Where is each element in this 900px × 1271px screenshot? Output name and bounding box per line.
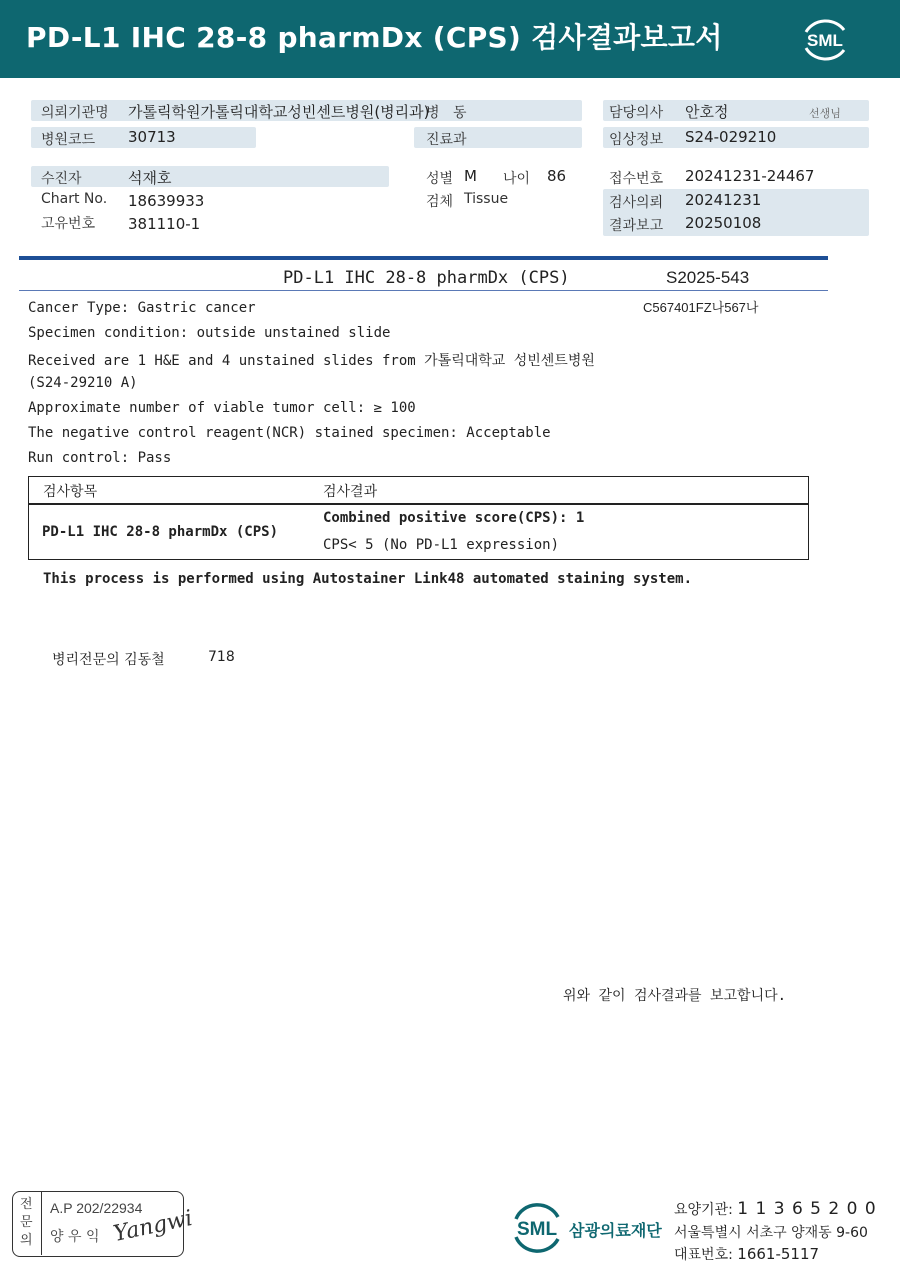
result-table-divider: [29, 503, 808, 505]
stamp-divider: [41, 1192, 42, 1255]
institution-code-line: [674, 1199, 877, 1219]
result-table: [28, 476, 809, 560]
stamp-side-char: 전: [20, 1197, 33, 1212]
pathologist-stamp: [12, 1191, 195, 1257]
address: 서울특별시 서초구 양재동 9-60: [674, 1225, 868, 1241]
report-value: 20250108: [685, 214, 762, 232]
pathologist-label: 병리전문의 김동철: [52, 652, 165, 668]
clinical-info-value: S24-029210: [685, 128, 777, 146]
process-note: This process is performed using Autostainer Link48 automated staining system.: [43, 571, 693, 587]
foundation-name: 삼광의료재단: [569, 1221, 662, 1240]
stamp-number: A.P 202/22934: [50, 1200, 143, 1216]
result-cps-interpretation: CPS< 5 (No PD-L1 expression): [323, 537, 560, 553]
result-table-header-item: 검사항목: [43, 484, 98, 500]
signature: Yangwi: [111, 1205, 195, 1248]
received-ref-line: (S24-29210 A): [28, 375, 138, 391]
unique-value: 381110-1: [128, 215, 201, 233]
run-control-line: Run control: Pass: [28, 450, 172, 466]
sex-label: 성별: [426, 171, 454, 187]
doctor-label: 담당의사: [609, 105, 664, 121]
clinical-info-label: 임상정보: [609, 132, 664, 148]
hospital-code-label: 병원코드: [41, 132, 96, 148]
institution-code: 1 1 3 6 5 2 0 0: [737, 1199, 877, 1219]
institution-value: 가톨릭학원가톨릭대학교성빈센트병원(병리과): [128, 103, 430, 121]
patient-label: 수진자: [41, 171, 82, 187]
institution-label: 의뢰기관명: [41, 105, 109, 121]
ward-suffix: 동: [453, 105, 467, 121]
sml-logo-text: SML: [807, 31, 843, 50]
receipt-no-label: 접수번호: [609, 171, 664, 187]
result-table-header-result: 검사결과: [323, 484, 378, 500]
institution-code-label: 요양기관:: [674, 1202, 733, 1218]
tumor-cell-line: Approximate number of viable tumor cell: ≥ 100: [28, 400, 416, 416]
closing-statement: 위와 같이 검사결과를 보고합니다.: [563, 988, 787, 1004]
dept-label: 진료과: [426, 132, 467, 148]
foundation-logo-text: SML: [516, 1219, 558, 1240]
cancer-type-line: Cancer Type: Gastric cancer: [28, 300, 256, 316]
phone-label: 대표번호:: [674, 1247, 733, 1263]
age-label: 나이: [503, 171, 531, 187]
test-subcode: C567401FZ나567나: [643, 300, 759, 315]
specimen-condition-line: Specimen condition: outside unstained slide: [28, 325, 391, 341]
specimen-value: Tissue: [464, 191, 509, 207]
sml-logo: [798, 14, 852, 64]
doctor-value: 안호정: [685, 103, 729, 121]
ncr-line: The negative control reagent(NCR) stained specimen: Acceptable: [28, 425, 551, 441]
unique-label: 고유번호: [41, 216, 96, 232]
foundation-logo: [508, 1199, 566, 1257]
received-line: Received are 1 H&E and 4 unstained slides from 가톨릭대학교 성빈센트병원: [28, 353, 595, 369]
doctor-title: 선생님: [809, 107, 841, 120]
test-name-heading: PD-L1 IHC 28-8 pharmDx (CPS): [283, 268, 570, 288]
chart-value: 18639933: [128, 192, 205, 210]
chart-label: Chart No.: [41, 191, 108, 207]
age-value: 86: [547, 167, 567, 185]
test-code: S2025-543: [666, 268, 750, 287]
patient-value: 석재호: [128, 169, 172, 187]
stamp-side-label: [20, 1196, 33, 1250]
report-label: 결과보고: [609, 218, 664, 234]
stamp-side-char: 문: [20, 1215, 33, 1230]
result-item: PD-L1 IHC 28-8 pharmDx (CPS): [42, 524, 279, 540]
patient-bar: [31, 166, 389, 187]
pathologist-number: 718: [208, 649, 235, 665]
hospital-code-value: 30713: [128, 128, 176, 146]
report-title: PD-L1 IHC 28-8 pharmDx (CPS) 검사결과보고서: [26, 21, 723, 54]
stamp-side-char: 의: [20, 1233, 33, 1248]
stamp-name: 양 우 익: [50, 1229, 100, 1245]
result-cps-score: Combined positive score(CPS): 1: [323, 510, 585, 526]
section-rule-thick: [19, 256, 828, 260]
section-rule-thin: [19, 290, 828, 291]
specimen-label: 검체: [426, 194, 454, 210]
sex-value: M: [464, 167, 477, 185]
request-value: 20241231: [685, 191, 762, 209]
phone-number: 1661-5117: [737, 1245, 820, 1263]
phone-line: [674, 1244, 819, 1264]
request-label: 검사의뢰: [609, 195, 664, 211]
ward-label: 병: [426, 105, 440, 121]
receipt-no-value: 20241231-24467: [685, 167, 815, 185]
